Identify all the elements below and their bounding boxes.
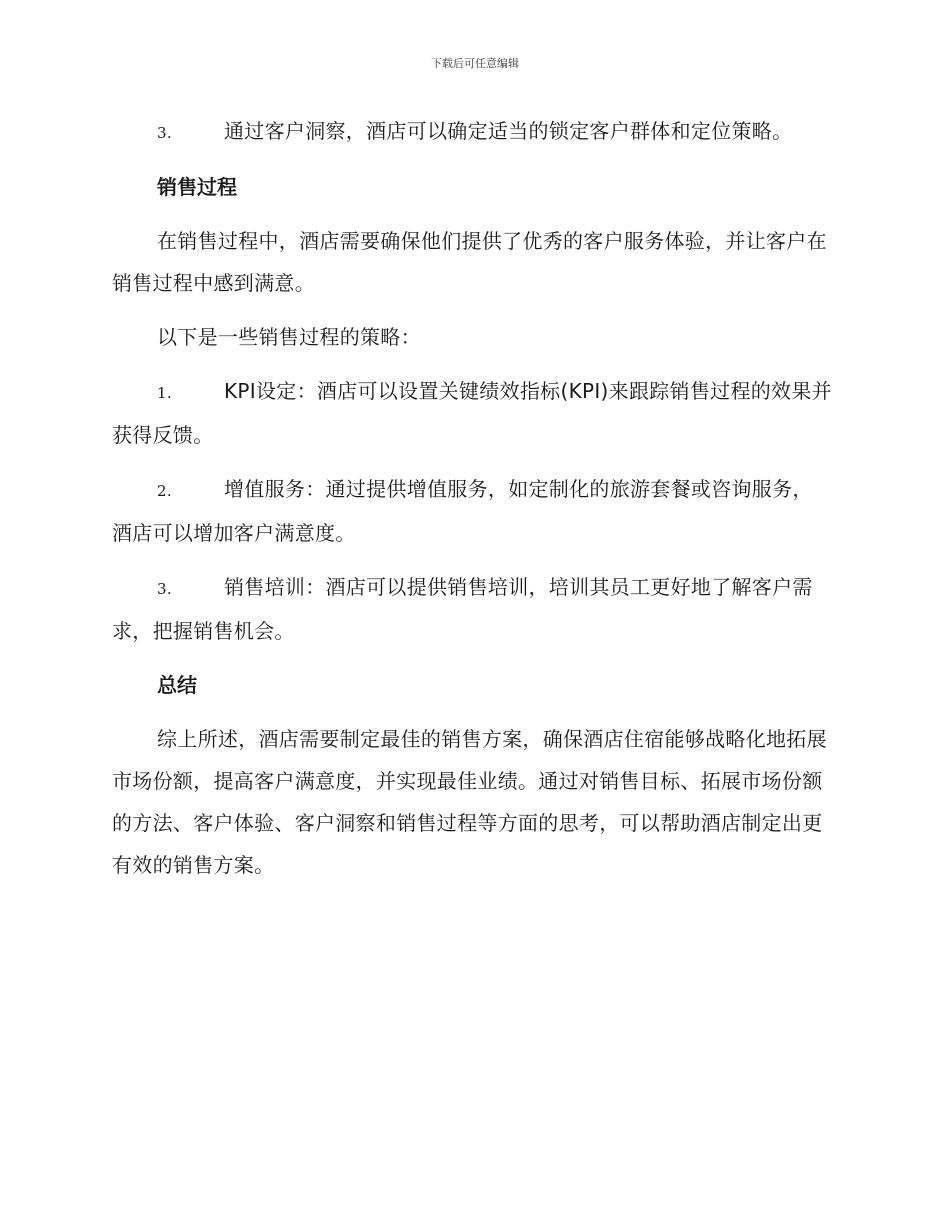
section-heading-summary: 总结 — [157, 673, 197, 697]
list-text: 增值服务：通过提供增值服务，如定制化的旅游套餐或咨询服务，酒店可以增加客户满意度。 — [112, 477, 813, 545]
list-number: 3. — [157, 580, 172, 598]
list-item — [112, 468, 832, 554]
paragraph-summary: 综上所述，酒店需要制定最佳的销售方案，确保酒店住宿能够战略化地拓展市场份额，提高客户满意度，并实现最佳业绩。通过对销售目标、拓展市场份额的方法、客户体验、客户洞察和销售过程等方面的思考，可以帮助酒店制定出更有效的销售方案。 — [112, 727, 827, 877]
list-item — [112, 110, 832, 154]
paragraph-sales-lead: 以下是一些销售过程的策略： — [157, 325, 421, 349]
list-number: 3. — [157, 124, 172, 142]
paragraph-sales-intro: 在销售过程中，酒店需要确保他们提供了优秀的客户服务体验，并让客户在销售过程中感到满意。 — [112, 229, 827, 295]
list-number: 1. — [157, 384, 172, 402]
list-number: 2. — [157, 482, 172, 500]
section-heading-sales: 销售过程 — [157, 175, 237, 199]
document-body — [112, 110, 832, 898]
list-text: 通过客户洞察，酒店可以确定适当的锁定客户群体和定位策略。 — [224, 119, 793, 143]
header-note: 下载后可任意编辑 — [431, 57, 519, 70]
list-text: 销售培训：酒店可以提供销售培训，培训其员工更好地了解客户需求，把握销售机会。 — [112, 575, 813, 643]
list-item — [112, 566, 832, 652]
list-item — [112, 370, 832, 456]
list-text: KPI设定：酒店可以设置关键绩效指标(KPI)来跟踪销售过程的效果并获得反馈。 — [112, 379, 832, 447]
